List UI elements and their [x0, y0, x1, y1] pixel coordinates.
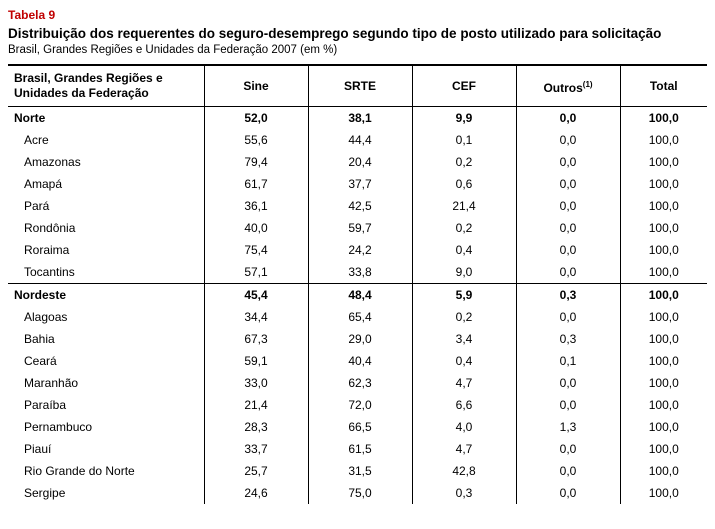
- table-row: [8, 460, 707, 482]
- row-label: Rio Grande do Norte: [8, 460, 204, 482]
- cell-srte: 44,4: [308, 129, 412, 151]
- cell-srte: 29,0: [308, 328, 412, 350]
- cell-total: 100,0: [648, 398, 679, 412]
- cell-srte: 59,7: [308, 217, 412, 239]
- cell-total: 100,0: [648, 221, 679, 235]
- cell-sine: 67,3: [204, 328, 308, 350]
- cell-sine: 40,0: [204, 217, 308, 239]
- cell-total: 100,0: [648, 332, 679, 346]
- cell-sine: 33,7: [204, 438, 308, 460]
- cell-srte: 72,0: [308, 394, 412, 416]
- cell-cef: 0,2: [412, 151, 516, 173]
- cell-sine: 28,3: [204, 416, 308, 438]
- row-label: Nordeste: [8, 284, 204, 307]
- row-label: Paraíba: [8, 394, 204, 416]
- row-label: Ceará: [8, 350, 204, 372]
- cell-outros: 0,0: [516, 239, 620, 261]
- cell-total: 100,0: [648, 177, 679, 191]
- cell-cef: 5,9: [412, 284, 516, 307]
- cell-sine: 55,6: [204, 129, 308, 151]
- cell-outros: 0,0: [516, 151, 620, 173]
- cell-cef: 9,0: [412, 261, 516, 284]
- cell-cef: 3,4: [412, 328, 516, 350]
- cell-outros: 0,0: [516, 129, 620, 151]
- table-row: [8, 482, 707, 504]
- table-number: Tabela 9: [8, 8, 56, 22]
- column-header-srte: SRTE: [308, 65, 412, 107]
- row-label: Pará: [8, 195, 204, 217]
- cell-total: 100,0: [648, 265, 679, 279]
- header-row: [8, 65, 707, 107]
- cell-cef: 0,2: [412, 306, 516, 328]
- cell-cef: 42,8: [412, 460, 516, 482]
- cell-outros: 0,3: [516, 284, 620, 307]
- cell-total: 100,0: [648, 111, 679, 125]
- cell-outros: 1,3: [516, 416, 620, 438]
- row-label: Bahia: [8, 328, 204, 350]
- cell-outros: 0,0: [516, 482, 620, 504]
- cell-srte: 75,0: [308, 482, 412, 504]
- row-label: Rondônia: [8, 217, 204, 239]
- cell-outros: 0,0: [516, 261, 620, 284]
- cell-srte: 37,7: [308, 173, 412, 195]
- cell-outros: 0,0: [516, 438, 620, 460]
- column-header-total: Total: [620, 65, 707, 107]
- cell-outros: 0,1: [516, 350, 620, 372]
- table-row: [8, 372, 707, 394]
- cell-cef: 4,7: [412, 438, 516, 460]
- table-row: [8, 350, 707, 372]
- cell-cef: 9,9: [412, 107, 516, 130]
- cell-sine: 59,1: [204, 350, 308, 372]
- table-row: [8, 438, 707, 460]
- cell-srte: 61,5: [308, 438, 412, 460]
- row-label: Roraima: [8, 239, 204, 261]
- cell-total: 100,0: [648, 420, 679, 434]
- cell-total: 100,0: [648, 464, 679, 478]
- row-label: Amapá: [8, 173, 204, 195]
- cell-total: 100,0: [648, 155, 679, 169]
- cell-total: 100,0: [648, 486, 679, 500]
- row-label: Sergipe: [8, 482, 204, 504]
- table-title: Distribuição dos requerentes do seguro-desemprego segundo tipo de posto utilizado para solicitação: [8, 26, 662, 41]
- cell-sine: 21,4: [204, 394, 308, 416]
- cell-srte: 65,4: [308, 306, 412, 328]
- row-label: Alagoas: [8, 306, 204, 328]
- row-label: Amazonas: [8, 151, 204, 173]
- cell-outros: 0,0: [516, 460, 620, 482]
- table-row: [8, 239, 707, 261]
- cell-cef: 0,3: [412, 482, 516, 504]
- column-header-stub: Brasil, Grandes Regiões e Unidades da Federação: [8, 65, 204, 107]
- cell-sine: 57,1: [204, 261, 308, 284]
- cell-sine: 52,0: [204, 107, 308, 130]
- cell-cef: 4,0: [412, 416, 516, 438]
- cell-srte: 48,4: [308, 284, 412, 307]
- cell-sine: 34,4: [204, 306, 308, 328]
- table-row: [8, 173, 707, 195]
- cell-outros: 0,0: [516, 107, 620, 130]
- row-label: Maranhão: [8, 372, 204, 394]
- cell-total: 100,0: [620, 284, 707, 307]
- cell-sine: 79,4: [204, 151, 308, 173]
- table-row: [8, 306, 707, 328]
- footnote-marker: (1): [582, 79, 593, 89]
- cell-sine: 33,0: [204, 372, 308, 394]
- cell-cef: 0,1: [412, 129, 516, 151]
- column-header-sine: Sine: [204, 65, 308, 107]
- table-row: [8, 284, 707, 307]
- data-table: [8, 64, 707, 504]
- cell-cef: 4,7: [412, 372, 516, 394]
- cell-total: 100,0: [648, 376, 679, 390]
- cell-srte: 33,8: [308, 261, 412, 284]
- row-label: Tocantins: [8, 261, 204, 284]
- column-header-outros-label: Outros: [543, 80, 583, 95]
- cell-outros: 0,0: [516, 306, 620, 328]
- cell-cef: 6,6: [412, 394, 516, 416]
- cell-total: 100,0: [648, 442, 679, 456]
- table-row: [8, 151, 707, 173]
- cell-srte: 20,4: [308, 151, 412, 173]
- table-subtitle: Brasil, Grandes Regiões e Unidades da Federação 2007 (em %): [8, 44, 338, 56]
- cell-outros: 0,0: [516, 394, 620, 416]
- table-row: [8, 129, 707, 151]
- cell-srte: 62,3: [308, 372, 412, 394]
- cell-sine: 36,1: [204, 195, 308, 217]
- cell-srte: 40,4: [308, 350, 412, 372]
- table-row: [8, 261, 707, 284]
- cell-srte: 38,1: [308, 107, 412, 130]
- cell-total: 100,0: [648, 310, 679, 324]
- cell-sine: 75,4: [204, 239, 308, 261]
- cell-sine: 45,4: [204, 284, 308, 307]
- cell-outros: 0,0: [516, 372, 620, 394]
- row-label: Piauí: [8, 438, 204, 460]
- table-row: [8, 328, 707, 350]
- cell-outros: 0,3: [516, 328, 620, 350]
- cell-total: 100,0: [648, 243, 679, 257]
- table-row: [8, 416, 707, 438]
- table-row: [8, 195, 707, 217]
- row-label: Pernambuco: [8, 416, 204, 438]
- cell-total: 100,0: [648, 354, 679, 368]
- row-label: Norte: [8, 107, 204, 130]
- table-row: [8, 394, 707, 416]
- cell-cef: 0,6: [412, 173, 516, 195]
- cell-outros: 0,0: [516, 195, 620, 217]
- cell-cef: 0,4: [412, 350, 516, 372]
- column-header-outros: [516, 65, 620, 107]
- cell-total: 100,0: [648, 133, 679, 147]
- cell-srte: 66,5: [308, 416, 412, 438]
- cell-srte: 24,2: [308, 239, 412, 261]
- table-body: [8, 107, 707, 505]
- column-header-cef: CEF: [412, 65, 516, 107]
- row-label: Acre: [8, 129, 204, 151]
- cell-cef: 0,2: [412, 217, 516, 239]
- cell-cef: 21,4: [412, 195, 516, 217]
- cell-outros: 0,0: [516, 173, 620, 195]
- table-row: [8, 107, 707, 130]
- table-header: [8, 65, 707, 107]
- table-row: [8, 217, 707, 239]
- cell-sine: 25,7: [204, 460, 308, 482]
- cell-outros: 0,0: [516, 217, 620, 239]
- cell-cef: 0,4: [412, 239, 516, 261]
- cell-srte: 31,5: [308, 460, 412, 482]
- cell-srte: 42,5: [308, 195, 412, 217]
- cell-sine: 61,7: [204, 173, 308, 195]
- cell-sine: 24,6: [204, 482, 308, 504]
- cell-total: 100,0: [648, 199, 679, 213]
